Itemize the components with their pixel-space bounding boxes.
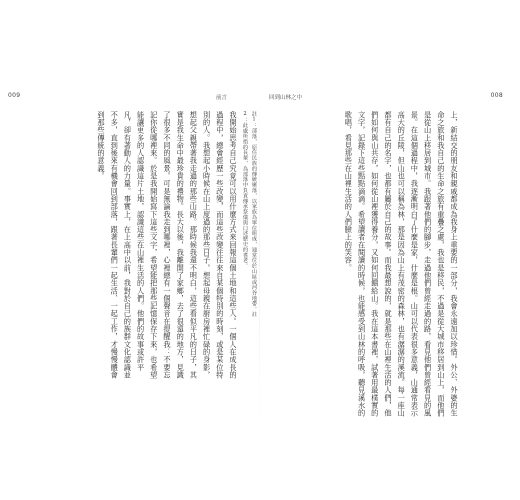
page-number: 009 <box>8 92 21 99</box>
page-number: 008 <box>490 92 503 99</box>
right-page <box>263 92 503 420</box>
running-head: 回到山林之中 <box>269 95 303 101</box>
body-text: 上，新結交的朋友和親戚都成為我身上重要的一部分，我會永遠加以珍惜。外公、外婆的生命之旅和我自己的生命之旅有重疊之處，我也是移民，不過是從大城市移居到山上，而他們是從山上移居到城市。我跟著他們的腳步，走過他們曾經走過的路，看見他們曾經看見的風景。在這個過程中，我逐漸明白了什麼是家，什麼是根。山可以代表很多意義，山通常表示高大的丘陵，但山也可以稱為林，那是因為山上有茂密的森林，也有潺潺的溪流。每一座山都有自己的名字，也都有屬於自己的故事。而我最想說的，就是那些在山裡生活的人們，他們如何與山共存，如何從山裡獲得養分，又如何回饋給山。我在這本書裡，試著用最樸實的文字，記錄下這些點點滴滴。希望讀者在閱讀的時候，也能感受到山林的呼吸，聽見溪水的歌唱，看見那些在山裡生活的人們臉上的笑容。 <box>344 111 459 417</box>
footnotes: 註1：部落，原住民族的傳統聚落，以家族為單位組成，通常位於山區或河谷地帶。註2：此處所指的長輩，為部落中負責傳承祭儀與口述歷史的耆老。 <box>242 111 257 317</box>
running-head: 前言 <box>216 95 228 101</box>
book-gutter <box>259 80 260 440</box>
body-text: 我開始思考自己究竟可以用什麼方式來回報這個土地和這些人。一個人在成長的過程中，總會經歷一些改變，而這些改變往往來自某個特別的時刻，或是某位特別的人。我想起小時候在山上度過的那些日子，想起母親在廚房裡忙碌的身影，想起父親帶著我走過的那些山路。那時候我還不明白，這些看似平凡的日子，其實是我生命中最珍貴的禮物。長大以後，我離開了家鄉，去了很遠的地方，見識了很多不同的風景。可是無論我走到哪裡，心裡總有一個聲音在提醒我：不要忘記你從哪裡來。於是我開始寫下這些文字，希望能把那些記憶保存下來，也希望能讓更多的人認識這片土地，認識這些在山裡生活的人們。他們的故事或許平凡，卻有著動人的力量。事實上，在上高中以前，我對於自己的族群文化認識並不多，直到後來有機會回到部落，跟著長輩們一起生活、一起工作，才慢慢體會到那些傳統的意義。 <box>96 111 238 379</box>
left-page <box>8 92 258 420</box>
